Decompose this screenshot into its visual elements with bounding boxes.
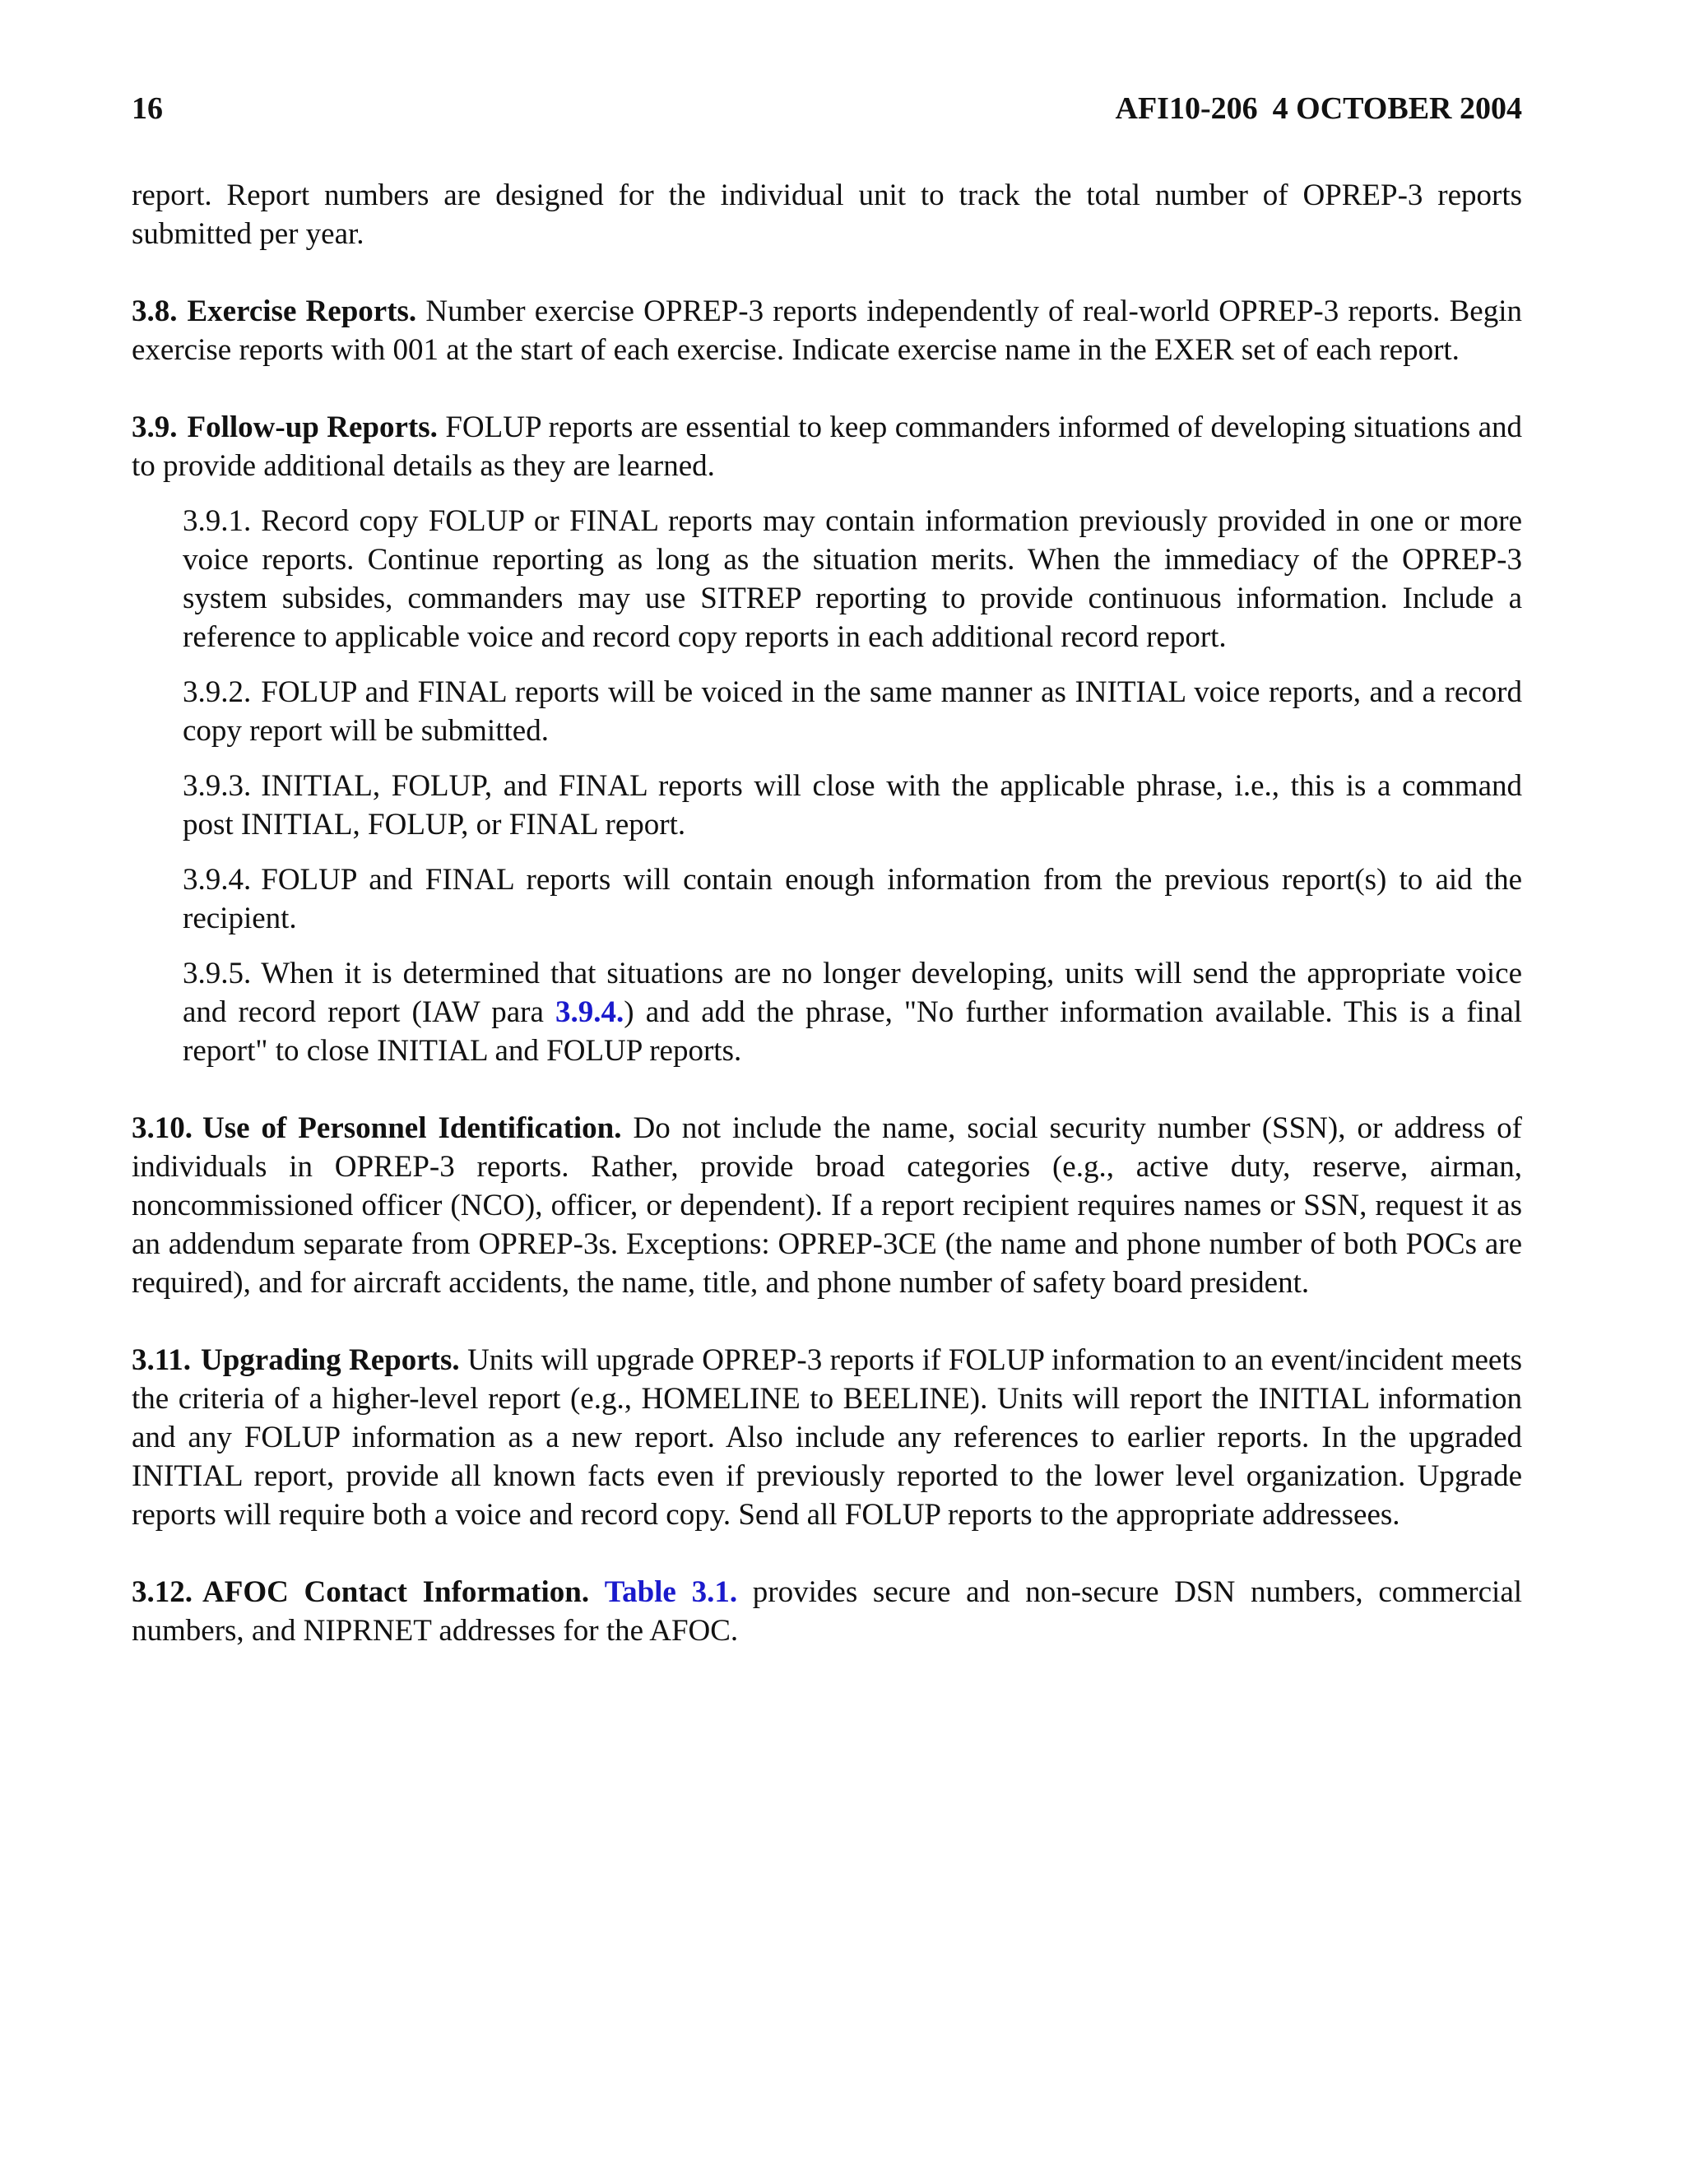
text-3-9-5-after: ) and add the phrase, "No further information available. This is a final report" to close INITIAL and FOLUP reports. (183, 995, 1523, 1068)
number-3-9: 3.9. (132, 410, 178, 444)
heading-3-12 (132, 1575, 589, 1609)
link-para-3-9-4[interactable]: 3.9.4. (555, 995, 624, 1029)
paragraph-3-10 (132, 1109, 1522, 1302)
document-identifier (1116, 89, 1522, 128)
number-3-9-3: 3.9.3. (183, 769, 252, 803)
document-page (132, 89, 1522, 1689)
text-3-9: FOLUP reports are essential to keep commanders informed of developing situations and to provide additional details as they are learned. (132, 410, 1522, 483)
title-3-10: Use of Personnel Identification. (202, 1111, 622, 1145)
paragraph-3-9-2 (183, 673, 1522, 750)
text-3-9-3: INITIAL, FOLUP, and FINAL reports will close with the applicable phrase, i.e., this is a command post INITIAL, FOLUP, or FINAL report. (183, 769, 1522, 842)
number-3-9-5: 3.9.5. (183, 957, 252, 990)
heading-3-9 (132, 410, 438, 444)
paragraph-3-9-5 (183, 954, 1522, 1070)
doc-date: 4 OCTOBER 2004 (1272, 91, 1522, 126)
paragraph-3-9-4 (183, 860, 1522, 938)
link-table-3-1[interactable]: Table 3.1. (604, 1575, 738, 1609)
paragraph-3-11 (132, 1341, 1522, 1534)
intro-text: report. Report numbers are designed for the individual unit to track the total number of OPREP-3 reports submitted per year. (132, 179, 1522, 251)
title-3-8: Exercise Reports. (187, 294, 417, 328)
doc-id: AFI10-206 (1115, 91, 1258, 126)
number-3-11: 3.11. (132, 1343, 191, 1377)
paragraph-3-12 (132, 1573, 1522, 1650)
number-3-9-4: 3.9.4. (183, 863, 252, 897)
paragraph-3-9-3 (183, 767, 1522, 844)
text-3-12: provides secure and non-secure DSN numbers, commercial numbers, and NIPRNET addresses for the AFOC. (132, 1575, 1523, 1648)
page-number: 16 (132, 91, 163, 126)
title-3-9: Follow-up Reports. (187, 410, 438, 444)
text-3-8: Number exercise OPREP-3 reports independently of real-world OPREP-3 reports. Begin exercise reports with 001 at the start of each exercise. Indicate exercise name in the EXER set of each report. (132, 294, 1522, 367)
text-3-11: Units will upgrade OPREP-3 reports if FOLUP information to an event/incident meets the criteria of a higher-level report (e.g., HOMELINE to BEELINE). Units will report the INITIAL information and any FOLUP information as a new report. Also include any references to earlier reports. In the upgraded INITIAL report, provide all known facts even if previously reported to the lower level organization. Upgrade reports will require both a voice and record copy. Send all FOLUP reports to the appropriate addressees. (132, 1343, 1522, 1532)
text-3-9-5-before: When it is determined that situations are no longer developing, units will send the appropriate voice and record report (IAW para (183, 957, 1522, 1029)
number-3-9-1: 3.9.1. (183, 504, 252, 538)
paragraph-intro (132, 176, 1522, 253)
title-3-11: Upgrading Reports. (200, 1343, 460, 1377)
heading-3-8 (132, 294, 416, 328)
number-3-8: 3.8. (132, 294, 178, 328)
text-3-9-4: FOLUP and FINAL reports will contain enough information from the previous report(s) to aid the recipient. (183, 863, 1522, 935)
paragraph-3-8 (132, 292, 1522, 369)
paragraph-3-9 (132, 408, 1522, 485)
number-3-9-2: 3.9.2. (183, 675, 252, 709)
text-3-10: Do not include the name, social security number (SSN), or address of individuals in OPREP-3 reports. Rather, provide broad categories (e.g., active duty, reserve, airman, noncommissioned officer (NCO), officer, or dependent). If a report recipient requires names or SSN, request it as an addendum separate from OPREP-3s. Exceptions: OPREP-3CE (the name and phone number of both POCs are required), and for aircraft accidents, the name, title, and phone number of safety board president. (132, 1111, 1522, 1300)
heading-3-11 (132, 1343, 460, 1377)
number-3-10: 3.10. (132, 1111, 193, 1145)
title-3-12: AFOC Contact Information. (202, 1575, 590, 1609)
heading-3-10 (132, 1111, 622, 1145)
page-header (132, 89, 1522, 128)
paragraph-3-9-1 (183, 502, 1522, 656)
text-3-9-2: FOLUP and FINAL reports will be voiced in the same manner as INITIAL voice reports, and a record copy report will be submitted. (183, 675, 1522, 748)
text-3-9-1: Record copy FOLUP or FINAL reports may contain information previously provided in one or more voice reports. Continue reporting as long as the situation merits. When the immediacy of the OPREP-3 system subsides, commanders may use SITREP reporting to provide continuous information. Include a reference to applicable voice and record copy reports in each additional record report. (183, 504, 1522, 654)
number-3-12: 3.12. (132, 1575, 193, 1609)
